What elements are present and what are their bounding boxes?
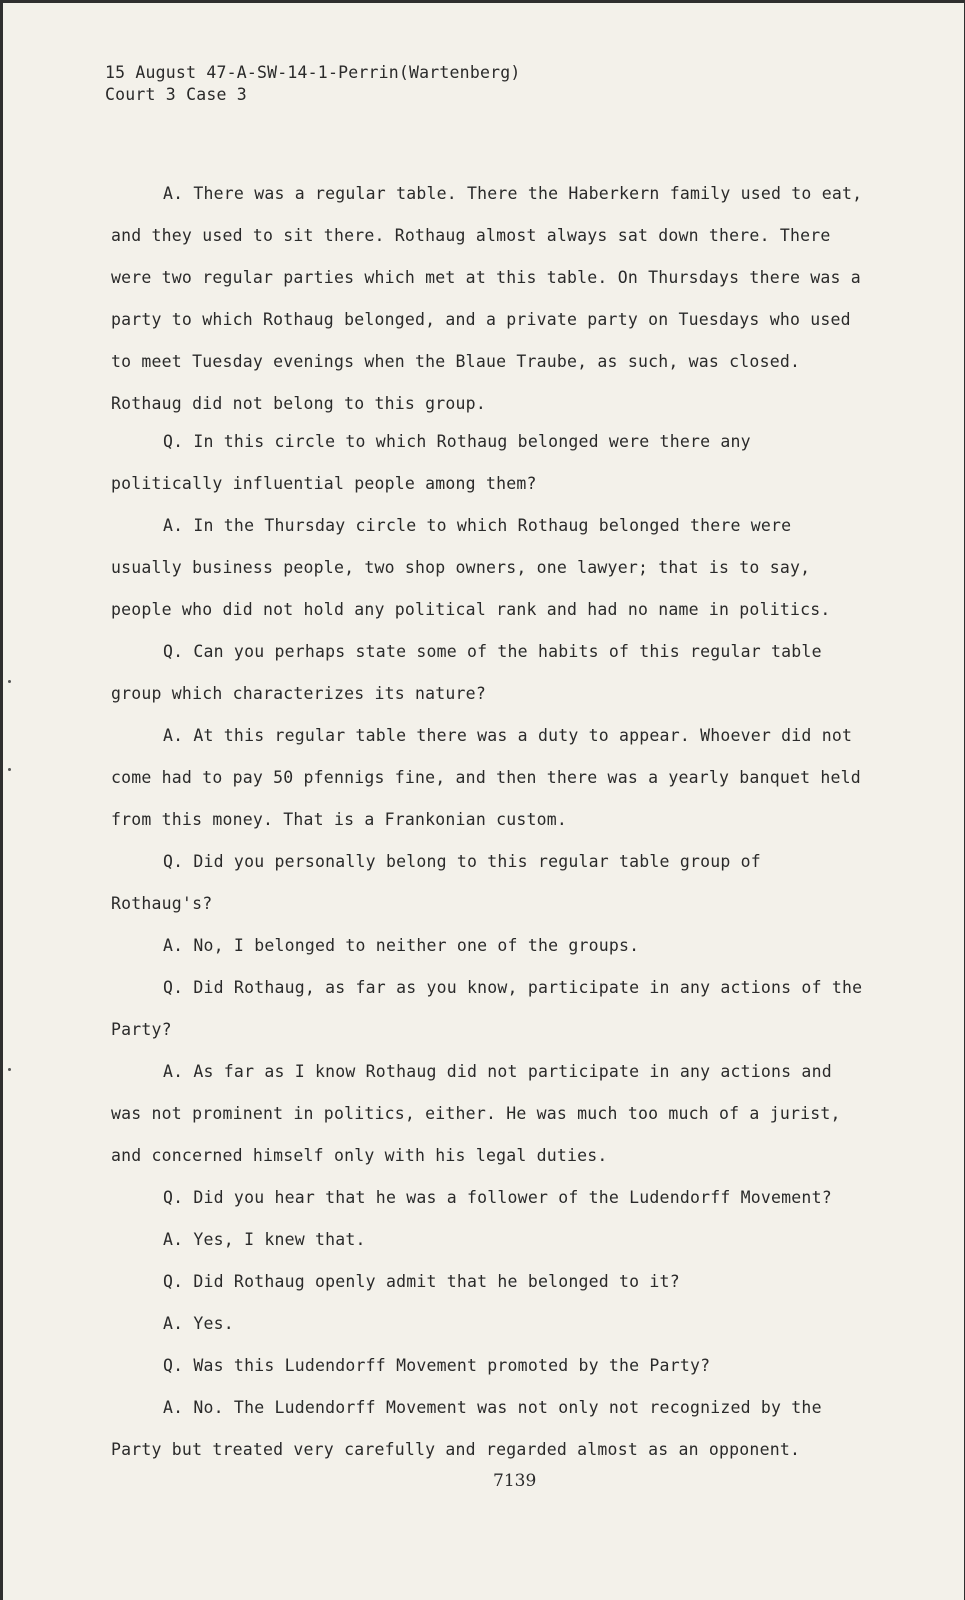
header-court-case: Court 3 Case 3 [105,85,247,104]
paragraph-15: A. No. The Ludendorff Movement was not only not recognized by the Party but treated very carefully and regarded almost as an opponent. [111,1398,822,1459]
paragraph-14: Q. Was this Ludendorff Movement promoted by the Party? [163,1356,711,1375]
paragraph-9: A. As far as I know Rothaug did not participate in any actions and was not prominent in politics, either. He was much too much of a jurist, and concerned himself only with his legal duties. [111,1062,841,1165]
page-number: 7139 [493,1471,537,1491]
header-reference: 15 August 47-A-SW-14-1-Perrin(Wartenberg) [105,63,521,82]
paragraph-7: A. No, I belonged to neither one of the groups. [163,936,640,955]
scan-speck [8,1068,11,1071]
paragraph-10: Q. Did you hear that he was a follower of the Ludendorff Movement? [163,1188,832,1207]
paragraph-5: A. At this regular table there was a duty to appear. Whoever did not come had to pay 50 pfennigs fine, and then there was a yearly banquet held from this money. That is a Frankonian custom. [111,726,861,829]
paragraph-13: A. Yes. [163,1314,234,1333]
scan-speck [8,768,11,771]
paragraph-3: A. In the Thursday circle to which Rothaug belonged there were usually business people, two shop owners, one lawyer; that is to say, people who did not hold any political rank and had no name in politics. [111,516,831,619]
document-page [3,3,964,1600]
paragraph-11: A. Yes, I knew that. [163,1230,366,1249]
paragraph-8: Q. Did Rothaug, as far as you know, participate in any actions of the Party? [111,978,863,1039]
scan-speck [8,680,11,683]
paragraph-2: Q. In this circle to which Rothaug belonged were there any politically influential people among them? [111,432,751,493]
paragraph-6: Q. Did you personally belong to this regular table group of Rothaug's? [111,852,761,913]
paragraph-4: Q. Can you perhaps state some of the habits of this regular table group which characterizes its nature? [111,642,822,703]
paragraph-12: Q. Did Rothaug openly admit that he belonged to it? [163,1272,680,1291]
paragraph-1: A. There was a regular table. There the Haberkern family used to eat, and they used to sit there. Rothaug almost always sat down there. There were two regular parties which met at this table. On Thursdays there was a party to which Rothaug belonged, and a private party on Tuesdays who used to meet Tuesday evenings when the Blaue Traube, as such, was closed. Rothaug did not belong to this group. [111,184,863,413]
